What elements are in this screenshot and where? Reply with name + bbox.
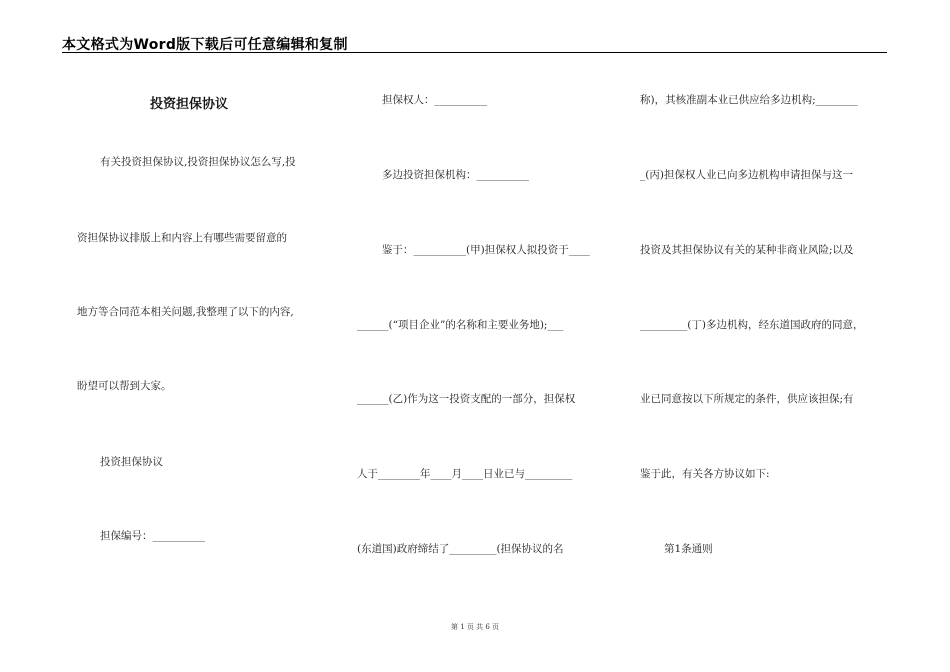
document-title: 投资担保协议: [150, 97, 229, 112]
col1-line-3: 地方等合同范本相关问题,我整理了以下的内容,: [77, 306, 294, 318]
page-footer: 第 1 页 共 6 页: [450, 623, 500, 631]
col1-subheading: 投资担保协议: [100, 456, 163, 468]
col3-line-3: 投资及其担保协议有关的某种非商业风险;以及: [640, 244, 854, 256]
col2-line-7: (东道国)政府缔结了_________(担保协议的名: [357, 543, 564, 555]
col3-line-5: 业已同意按以下所规定的条件，供应该担保;有: [640, 393, 854, 405]
header-rule: [62, 52, 887, 53]
col3-line-1: 称)，其核准副本业已供应给多边机构;________: [640, 94, 858, 106]
col2-line-1: 担保权人：__________: [382, 94, 487, 106]
col1-line-2: 资担保协议排版上和内容上有哪些需要留意的: [77, 232, 287, 244]
col3-line-4: _________(丁)多边机构，经东道国政府的同意，: [640, 319, 864, 331]
col1-line-1: 有关投资担保协议,投资担保协议怎么写,投: [100, 156, 296, 168]
col1-line-4: 盼望可以帮到大家。: [77, 380, 172, 392]
col2-line-2: 多边投资担保机构：__________: [382, 169, 529, 181]
col2-line-3: 鉴于：__________(甲)担保权人拟投资于____: [382, 244, 590, 256]
col1-guarantee-number: 担保编号：__________: [100, 530, 205, 542]
col3-line-2: _(丙)担保权人业已向多边机构申请担保与这一: [640, 169, 853, 181]
page-banner: 本文格式为Word版下载后可任意编辑和复制: [62, 37, 348, 53]
col3-section-heading: 第1条通则: [664, 543, 713, 555]
col2-line-5: ______(乙)作为这一投资支配的一部分，担保权: [357, 393, 576, 405]
col3-line-6: 鉴于此，有关各方协议如下:: [640, 468, 770, 480]
col2-line-6: 人于________年____月____日业已与_________: [357, 468, 573, 480]
col2-line-4: ______(“项目企业”的名称和主要业务地);___: [357, 319, 564, 331]
